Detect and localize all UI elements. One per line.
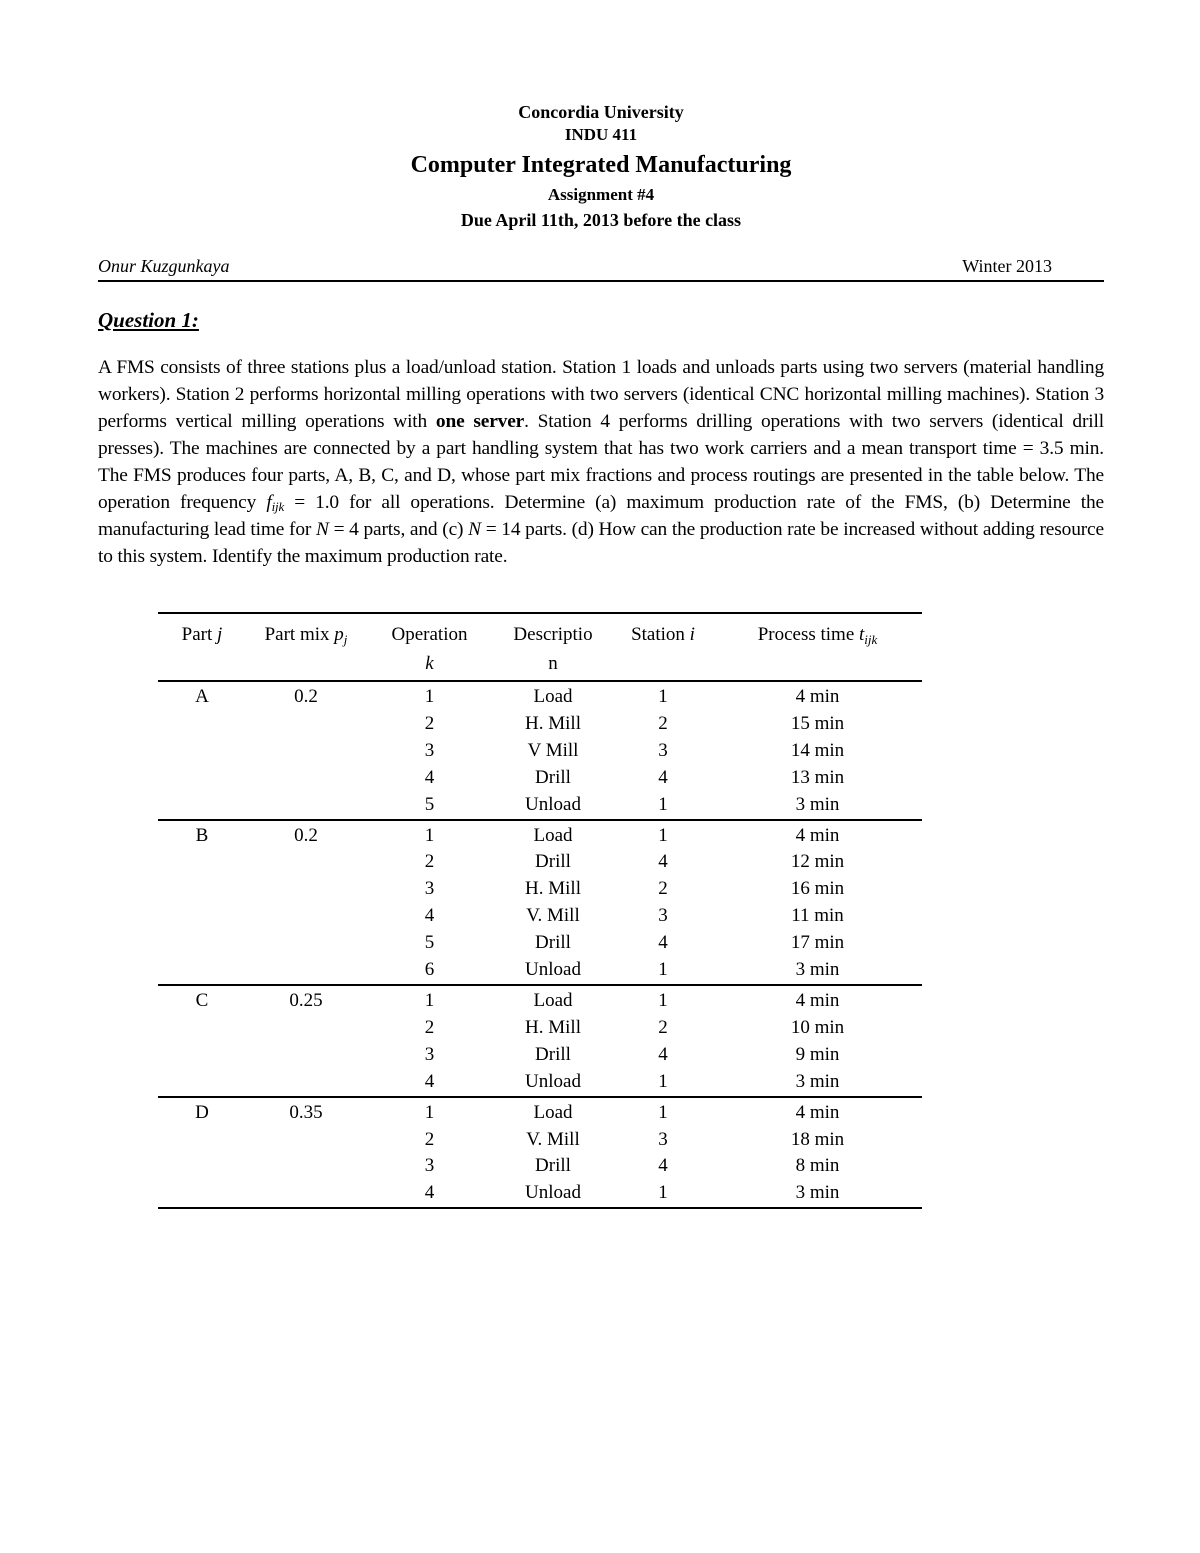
frequency-symbol: f xyxy=(266,492,272,513)
col-header-process-time: Process time $t_{ijk}$ xyxy=(757,624,878,647)
university-name: Concordia University xyxy=(518,102,684,122)
part-cell xyxy=(158,765,246,792)
n-symbol-1: N xyxy=(316,519,329,540)
table-row xyxy=(158,930,922,957)
question-text xyxy=(98,354,1104,570)
process-time-cell: 3 min xyxy=(795,1070,840,1092)
process-time-cell: 12 min xyxy=(790,851,845,873)
table-row xyxy=(158,765,922,792)
operation-cell: 3 xyxy=(424,1155,435,1177)
part-mix-cell: 0.25 xyxy=(289,989,323,1011)
question-text-part-3: = 1.0 for all operations. Determine (a) maximum production rate of the FMS, (b) Determine the manufacturing lead time for xyxy=(98,492,1104,540)
document-page xyxy=(98,100,1104,570)
n-symbol-2: N xyxy=(468,519,481,540)
description-cell: H. Mill xyxy=(525,878,581,900)
part-cell xyxy=(158,711,246,738)
description-cell: Unload xyxy=(525,1070,581,1092)
part-cell xyxy=(158,903,246,930)
process-time-cell: 4 min xyxy=(795,824,840,846)
description-cell: Load xyxy=(533,824,573,846)
part-mix-cell xyxy=(246,792,366,820)
station-cell: 1 xyxy=(658,1101,668,1123)
col-header-part-mix: Part mix $p_j$ xyxy=(264,624,348,647)
description-cell: Drill xyxy=(535,1043,571,1065)
station-cell: 1 xyxy=(658,959,668,981)
operation-cell: 4 xyxy=(424,905,435,927)
description-cell: Drill xyxy=(535,932,571,954)
table-row xyxy=(158,849,922,876)
question-text-part-1: A FMS consists of three stations plus a load/unload station. Station 1 loads and unloads parts using two servers (material handling workers). Station 2 performs horizontal milling operations with two servers (identical CNC horizontal milling machines). Station 3 performs vertical milling operations with xyxy=(98,357,1104,432)
station-cell: 3 xyxy=(658,739,668,761)
part-mix-cell: 0.35 xyxy=(289,1101,323,1123)
table-row xyxy=(158,1097,922,1127)
part-cell xyxy=(158,930,246,957)
description-cell: Unload xyxy=(525,959,581,981)
byline xyxy=(98,255,1104,282)
process-time-cell: 4 min xyxy=(795,686,840,707)
part-cell: C xyxy=(195,989,209,1011)
part-cell: A xyxy=(195,686,209,707)
station-cell: 1 xyxy=(658,686,668,707)
operation-cell: 3 xyxy=(424,739,435,761)
author-name: Onur Kuzgunkaya xyxy=(98,256,230,276)
description-cell: Drill xyxy=(535,851,571,873)
part-mix-cell xyxy=(246,738,366,765)
process-time-cell: 4 min xyxy=(795,1101,840,1123)
station-cell: 4 xyxy=(658,1043,668,1065)
process-time-cell: 8 min xyxy=(795,1155,840,1177)
part-mix-cell xyxy=(246,711,366,738)
table-row xyxy=(158,792,922,820)
operation-cell: 2 xyxy=(424,712,435,734)
process-time-cell: 13 min xyxy=(790,766,845,788)
description-cell: Load xyxy=(533,989,573,1011)
table-row xyxy=(158,1069,922,1097)
station-cell: 2 xyxy=(658,878,668,900)
routing-table-header xyxy=(158,613,922,681)
station-cell: 4 xyxy=(658,766,668,788)
process-time-cell: 9 min xyxy=(795,1043,840,1065)
part-cell xyxy=(158,1127,246,1154)
part-mix-cell xyxy=(246,1180,366,1208)
part-cell xyxy=(158,1042,246,1069)
question-text-part-4: = 4 parts, and (c) xyxy=(328,519,469,540)
process-time-cell: 3 min xyxy=(795,1182,840,1204)
operation-cell: 1 xyxy=(424,686,435,707)
description-cell: Load xyxy=(533,1101,573,1123)
part-cell xyxy=(158,876,246,903)
question-title: Question 1: xyxy=(98,308,199,332)
col-header-station: Station i xyxy=(631,624,695,645)
part-mix-cell xyxy=(246,1042,366,1069)
question-text-part-5: = 14 parts. (d) How can the production rate be increased without adding resource to this system. Identify the maximum production rate. xyxy=(98,519,1104,567)
station-cell: 4 xyxy=(658,932,668,954)
part-mix-cell: 0.2 xyxy=(294,686,318,707)
table-row xyxy=(158,957,922,985)
description-cell: Unload xyxy=(525,793,581,815)
description-cell: Drill xyxy=(535,1155,571,1177)
process-time-cell: 11 min xyxy=(791,905,844,927)
routing-table xyxy=(158,612,922,1209)
operation-cell: 2 xyxy=(424,1128,435,1150)
process-time-cell: 17 min xyxy=(790,932,845,954)
operation-cell: 4 xyxy=(424,1182,435,1204)
part-cell: D xyxy=(195,1101,209,1123)
course-title: Computer Integrated Manufacturing xyxy=(410,152,792,178)
operation-cell: 1 xyxy=(424,989,435,1011)
operation-cell: 1 xyxy=(424,824,435,846)
col-header-description: Descriptio n xyxy=(513,624,593,674)
process-time-cell: 10 min xyxy=(790,1016,845,1038)
operation-cell: 4 xyxy=(424,1070,435,1092)
part-mix-cell: 0.2 xyxy=(294,824,318,846)
operation-cell: 3 xyxy=(424,878,435,900)
part-cell: B xyxy=(195,824,209,846)
part-mix-cell xyxy=(246,1069,366,1097)
question-text-part-2: . Station 4 performs drilling operations with two servers (identical drill presses). The machines are connected by a part handling system that has two work carriers and a mean transport time = 3.5 min. The FMS produces four parts, A, B, C, and D, whose part mix fractions and process routings are presented in the table below. The operation frequency xyxy=(98,411,1104,513)
operation-cell: 3 xyxy=(424,1043,435,1065)
part-mix-cell xyxy=(246,849,366,876)
table-row xyxy=(158,820,922,850)
part-cell xyxy=(158,792,246,820)
operation-cell: 5 xyxy=(424,793,435,815)
operation-cell: 2 xyxy=(424,851,435,873)
description-cell: Load xyxy=(533,686,573,707)
process-time-cell: 3 min xyxy=(795,959,840,981)
table-row xyxy=(158,1042,922,1069)
operation-cell: 2 xyxy=(424,1016,435,1038)
process-time-cell: 4 min xyxy=(795,989,840,1011)
table-row xyxy=(158,1127,922,1154)
term: Winter 2013 xyxy=(962,256,1052,276)
part-group-c xyxy=(158,985,922,1097)
table-row xyxy=(158,1180,922,1208)
operation-cell: 1 xyxy=(424,1101,435,1123)
process-time-cell: 18 min xyxy=(790,1128,845,1150)
part-mix-cell xyxy=(246,957,366,985)
operation-cell: 6 xyxy=(424,959,435,981)
station-cell: 2 xyxy=(658,1016,668,1038)
description-cell: H. Mill xyxy=(525,712,581,734)
station-cell: 1 xyxy=(658,793,668,815)
station-cell: 1 xyxy=(658,1182,668,1204)
table-row xyxy=(158,985,922,1015)
table-row xyxy=(158,711,922,738)
col-header-part: Part j xyxy=(181,624,223,645)
due-date: Due April 11th, 2013 before the class xyxy=(460,210,742,230)
table-row xyxy=(158,1015,922,1042)
assignment-number: Assignment #4 xyxy=(547,185,655,204)
station-cell: 1 xyxy=(658,824,668,846)
part-group-d xyxy=(158,1097,922,1209)
part-mix-cell xyxy=(246,903,366,930)
process-time-cell: 14 min xyxy=(790,739,845,761)
part-cell xyxy=(158,849,246,876)
part-mix-cell xyxy=(246,930,366,957)
station-cell: 1 xyxy=(658,1070,668,1092)
part-cell xyxy=(158,1015,246,1042)
operation-cell: 5 xyxy=(424,932,435,954)
part-cell xyxy=(158,1153,246,1180)
col-header-operation: Operation k xyxy=(391,624,468,674)
table-row xyxy=(158,876,922,903)
part-cell xyxy=(158,957,246,985)
table-row xyxy=(158,738,922,765)
description-cell: Unload xyxy=(525,1182,581,1204)
process-time-cell: 3 min xyxy=(795,793,840,815)
part-cell xyxy=(158,738,246,765)
document-header xyxy=(98,100,1104,233)
part-cell xyxy=(158,1069,246,1097)
course-code: INDU 411 xyxy=(564,125,638,144)
operation-cell: 4 xyxy=(424,766,435,788)
frequency-subscript: ijk xyxy=(271,499,285,514)
station-cell: 3 xyxy=(658,1128,668,1150)
station-cell: 1 xyxy=(658,989,668,1011)
station-cell: 4 xyxy=(658,851,668,873)
part-mix-cell xyxy=(246,876,366,903)
part-group-a xyxy=(158,681,922,820)
part-mix-cell xyxy=(246,765,366,792)
process-time-cell: 16 min xyxy=(790,878,845,900)
part-group-b xyxy=(158,820,922,985)
description-cell: V Mill xyxy=(527,739,579,761)
description-cell: V. Mill xyxy=(526,905,580,927)
description-cell: H. Mill xyxy=(525,1016,581,1038)
process-time-cell: 15 min xyxy=(790,712,845,734)
description-cell: Drill xyxy=(535,766,571,788)
part-cell xyxy=(158,1180,246,1208)
table-row xyxy=(158,1153,922,1180)
part-mix-cell xyxy=(246,1153,366,1180)
station-cell: 3 xyxy=(658,905,668,927)
part-mix-cell xyxy=(246,1015,366,1042)
question-emphasis: one server xyxy=(435,411,525,432)
header-row xyxy=(158,613,922,681)
station-cell: 4 xyxy=(658,1155,668,1177)
station-cell: 2 xyxy=(658,712,668,734)
table-row xyxy=(158,903,922,930)
table-row xyxy=(158,681,922,711)
description-cell: V. Mill xyxy=(526,1128,580,1150)
part-mix-cell xyxy=(246,1127,366,1154)
